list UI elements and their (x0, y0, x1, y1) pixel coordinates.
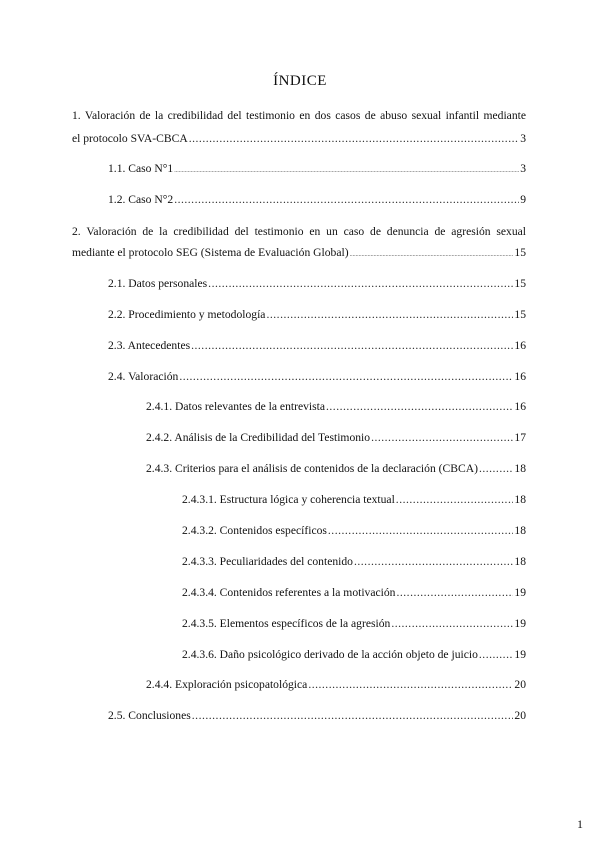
toc-entry-2-1[interactable] (108, 275, 526, 293)
toc-entry-2-4-1[interactable] (146, 398, 526, 416)
toc-entry-1[interactable] (72, 130, 526, 148)
toc-page-number: 16 (514, 370, 526, 383)
toc-page-number: 18 (514, 462, 526, 475)
toc-entry-text: 2.4.4. Exploración psicopatológica (146, 678, 308, 691)
toc-page-number: 15 (514, 308, 526, 321)
toc-page-number: 18 (514, 555, 526, 568)
dot-leader (396, 491, 514, 509)
toc-entry-text: mediante el protocolo SEG (Sistema de Evaluación Global) (72, 246, 349, 259)
toc-entry-1-2[interactable] (108, 191, 526, 209)
toc-entry-text: 2.4.3.6. Daño psicológico derivado de la acción objeto de juicio (182, 648, 478, 661)
dot-leader (326, 398, 513, 416)
dot-leader (192, 707, 514, 725)
toc-entry-text: 2.4.3.4. Contenidos referentes a la motivación (182, 586, 396, 599)
toc-page-number: 17 (514, 431, 526, 444)
toc-entry-text: 2.4.3.1. Estructura lógica y coherencia textual (182, 493, 395, 506)
index-title: ÍNDICE (273, 73, 327, 89)
toc-entry-text: 2.4.3.5. Elementos específicos de la agresión (182, 617, 391, 630)
toc-entry-2-4-3-4[interactable] (182, 584, 526, 602)
dot-leader (189, 130, 519, 148)
dot-leader (354, 553, 513, 571)
dot-leader (208, 275, 513, 293)
dot-leader (396, 584, 513, 602)
toc-entry-2-4-3-6[interactable] (182, 646, 526, 664)
toc-entry-text: el protocolo SVA-CBCA (72, 132, 188, 145)
dot-leader (174, 162, 519, 180)
toc-entry-2-3[interactable] (108, 337, 526, 355)
toc-entry-text: 2.5. Conclusiones (108, 709, 191, 722)
toc-entry-2-4-3[interactable] (146, 460, 526, 478)
toc-entry-2-4[interactable] (108, 368, 526, 386)
toc-entry-2-4-3-5[interactable] (182, 615, 526, 633)
toc-page-number: 18 (514, 524, 526, 537)
toc-entry-text: 2.4. Valoración (108, 370, 179, 383)
toc-page-number: 9 (520, 193, 526, 206)
toc-page-number: 15 (514, 246, 526, 259)
toc-page-number: 3 (520, 132, 526, 145)
toc-entry-2[interactable] (72, 244, 526, 262)
dot-leader (308, 676, 513, 694)
dot-leader (266, 306, 513, 324)
dot-leader (371, 429, 513, 447)
dot-leader (179, 368, 513, 386)
toc-entry-1-1[interactable] (108, 160, 526, 178)
toc-page-number: 19 (514, 617, 526, 630)
toc-entry-2-line-1: 2. Valoración de la credibilidad del testimonio en un caso de denuncia de agresión sexual (72, 225, 526, 238)
toc-entry-text: 1.2. Caso N°2 (108, 193, 174, 206)
dot-leader (191, 337, 513, 355)
dot-leader (174, 191, 519, 209)
toc-page-number: 19 (514, 586, 526, 599)
toc-page-number: 18 (514, 493, 526, 506)
dot-leader (350, 246, 514, 264)
toc-entry-2-4-2[interactable] (146, 429, 526, 447)
toc-entry-2-5[interactable] (108, 707, 526, 725)
toc-entry-2-4-4[interactable] (146, 676, 526, 694)
dot-leader (328, 522, 514, 540)
toc-entry-2-4-3-1[interactable] (182, 491, 526, 509)
toc-entry-text: 1.1. Caso N°1 (108, 162, 174, 175)
toc-entry-1-line-1: 1. Valoración de la credibilidad del testimonio en dos casos de abuso sexual infantil mediante (72, 109, 526, 122)
toc-page-number: 3 (520, 162, 526, 175)
toc-entry-2-4-3-2[interactable] (182, 522, 526, 540)
dot-leader (479, 646, 514, 664)
toc-page-number: 16 (514, 339, 526, 352)
toc-page-number: 16 (514, 400, 526, 413)
dot-leader (479, 460, 513, 478)
toc-page-number: 19 (514, 648, 526, 661)
toc-entry-2-2[interactable] (108, 306, 526, 324)
toc-page-number: 15 (514, 277, 526, 290)
toc-entry-text: 2.1. Datos personales (108, 277, 208, 290)
toc-page-number: 20 (514, 709, 526, 722)
toc-entry-text: 2.4.3. Criterios para el análisis de contenidos de la declaración (CBCA) (146, 462, 478, 475)
toc-entry-text: 2.4.3.2. Contenidos específicos (182, 524, 327, 537)
toc-page-number: 20 (514, 678, 526, 691)
dot-leader (391, 615, 513, 633)
toc-entry-text: 2.4.2. Análisis de la Credibilidad del Testimonio (146, 431, 371, 444)
toc-entry-text: 2.4.3.3. Peculiaridades del contenido (182, 555, 353, 568)
toc-entry-text: 2.4.1. Datos relevantes de la entrevista (146, 400, 325, 413)
toc-entry-text: 2.3. Antecedentes (108, 339, 191, 352)
toc-entry-text: 2.2. Procedimiento y metodología (108, 308, 266, 321)
page-number: 1 (577, 817, 583, 831)
toc-entry-2-4-3-3[interactable] (182, 553, 526, 571)
